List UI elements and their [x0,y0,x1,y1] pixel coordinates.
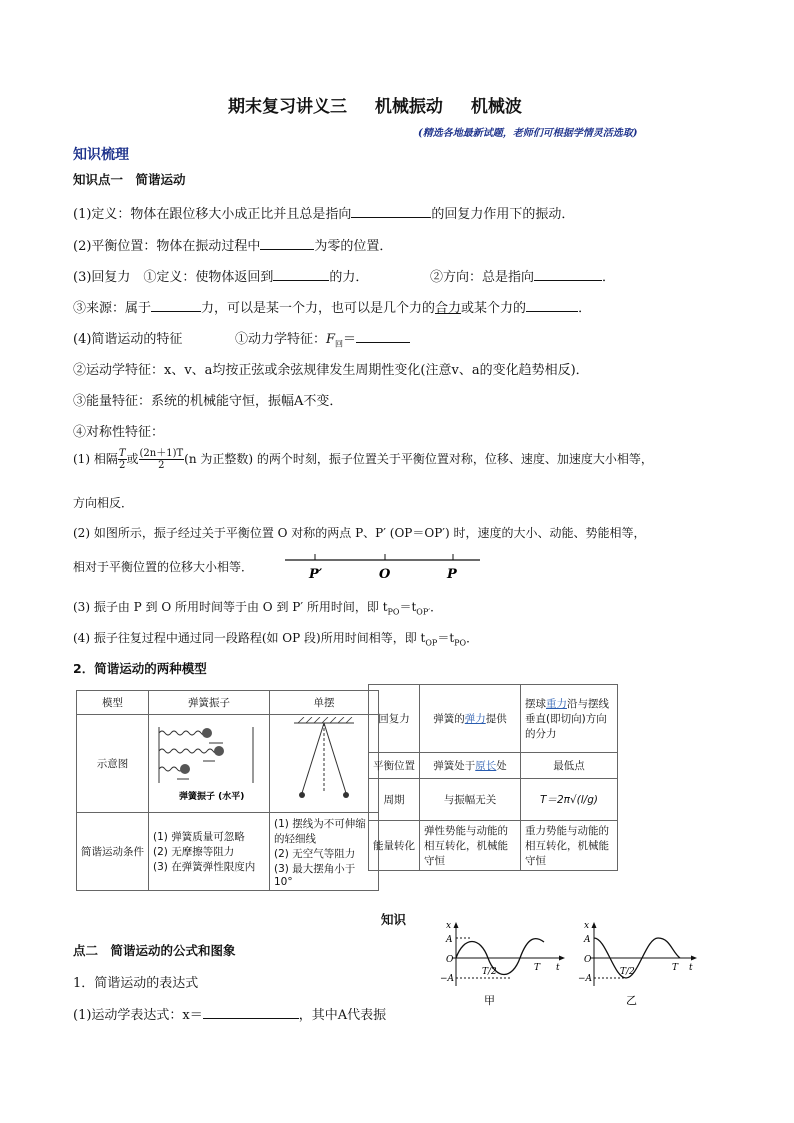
s4-text: (4) 振子往复过程中通过同一段路程(如 OP 段)所用时间相等，即 t [73,631,426,645]
title-topic-2: 机械波 [470,97,522,117]
fraction-denominator: 2 [158,460,165,471]
row-conditions-label: 简谐运动条件 [77,813,149,891]
origin-label: O [446,955,454,965]
definition-line [73,203,574,222]
equilibrium-text: (2)平衡位置：物体在振动过程中 [73,239,261,254]
cell-text: 弹簧的 [433,713,465,725]
models-table [76,690,379,891]
period-label: T [672,963,679,973]
blank [260,237,314,250]
subtitle: (精选各地最新试题，老师们可根据学情灵活选取) [418,128,638,139]
symmetry-item-1-end: 方向相反． [73,496,134,510]
blank [273,268,329,281]
direction-text: ②方向：总是指向 [430,270,535,285]
models-comparison-table [368,684,618,871]
symmetry-item-1 [73,448,653,471]
spring-energy: 弹性势能与动能的相互转化，机械能守恒 [420,821,521,871]
direction-text-end: ． [602,270,616,285]
features-text: (4)简谐运动的特征 [73,332,183,347]
source-text-b: 力，可以是某一个力，也可以是几个力的 [201,301,436,316]
x-axis-label: x [584,921,590,931]
definition-text: (1)定义：物体在跟位移大小成正比并且总是指向 [73,207,352,222]
header-pendulum: 单摆 [270,691,379,715]
source-highlight: 合力 [435,301,462,316]
cell-text: 沿与摆线垂直(即切向)方向的分力 [525,698,609,740]
source-text: ③来源：属于 [73,301,152,316]
neg-amplitude-label: −A [578,974,593,984]
fraction-half-period [118,448,127,471]
cell-text: 提供 [485,713,507,725]
source-text-end: ． [578,301,592,316]
s3-end: ． [430,600,443,614]
symmetry-line-diagram [285,552,480,582]
restoring-force-line [73,266,368,285]
label-restoring-force: 回复力 [369,685,420,753]
title-topic-1: 机械振动 [374,97,443,117]
s3-subscript: OP′ [416,607,431,617]
s4-end: ． [466,631,479,645]
amplitude-label: A [584,935,591,945]
blank [526,299,578,312]
kp2-float-word: 知识 [381,912,407,927]
equals-sign: ＝ [343,332,357,347]
fraction-numerator: T [118,448,126,459]
kp1-heading: 知识点一 简谐运动 [73,172,186,187]
s4-equals: ＝t [437,631,455,645]
kp2-expression-heading: 1．简谐运动的表达式 [73,976,199,991]
pendulum-figure [274,717,374,807]
pendulum-equilibrium: 最低点 [521,753,618,779]
pendulum-conditions-cell [270,813,379,891]
kp2-heading: 点二 简谐运动的公式和图象 [73,943,236,958]
definition-text-end: 的回复力作用下的振动． [431,207,575,222]
origin-label: O [584,955,592,965]
symmetry-line: ④对称性特征： [73,425,165,440]
source-text-c: 或某个力的 [461,301,527,316]
neg-amplitude-label: −A [440,974,455,984]
pendulum-bob [343,792,349,798]
spring-mass-ball [202,728,212,738]
pendulum-energy: 重力势能与动能的相互转化，机械能守恒 [521,821,618,871]
dynamics-line [235,328,410,350]
point-p-prime: P′ [309,567,323,582]
s3-equals: ＝t [399,600,417,614]
kinematics-line: ②运动学特征：x、v、a均按正弦或余弦规律发生周期性变化(注意v、a的变化趋势相反)． [73,363,589,378]
spring-conditions-cell [149,813,270,891]
highlight-text: 弹力 [464,713,486,725]
pendulum-condition: (3) 最大摆角小于 10° [274,862,356,888]
t-axis-label: t [556,963,560,973]
amplitude-label: A [446,935,453,945]
pendulum-diagram-cell [270,715,379,813]
spring-mass-ball [180,764,190,774]
spring-restoring-force [420,685,521,753]
cell-text: 摆球 [525,698,546,710]
cell-text: 处 [496,760,507,772]
spring-oscillator-figure [153,721,265,803]
half-period-label: T/2 [482,967,497,977]
fraction-denominator: 2 [118,460,126,471]
kp2-expression-line [73,1004,386,1023]
fraction-odd-half-period [139,448,185,471]
s3-subscript: PO [387,607,400,617]
models-heading: 2．简谐运动的两种模型 [73,661,207,676]
spring-condition: (1) 弹簧质量可忽略 [153,831,245,843]
graph-caption-yi: 乙 [626,994,637,1007]
half-period-label: T/2 [620,967,635,977]
graph-yi [576,918,708,1013]
restoring-force-text-b: 的力． [329,270,369,285]
equilibrium-line [73,235,392,254]
label-period: 周期 [369,779,420,821]
s3-text: (3) 振子由 P 到 O 所用时间等于由 O 到 P′ 所用时间，即 t [73,600,388,614]
symmetry-item-3 [73,598,442,616]
t-axis-label: t [689,963,693,973]
expression-text: (1)运动学表达式：x＝ [73,1008,203,1023]
pendulum-restoring-force [521,685,618,753]
blank [356,330,410,343]
s1-or: 或 [126,452,139,466]
spring-period: 与振幅无关 [420,779,521,821]
highlight-text: 重力 [546,698,567,710]
x-axis-label: x [446,921,452,931]
point-p: P [447,567,457,582]
equilibrium-text-end: 为零的位置． [314,239,393,254]
s1-text-b: (n 为正整数) 的两个时刻，振子位置关于平衡位置对称，位移、速度、加速度大小相等， [184,452,653,466]
pendulum-period-formula: T＝2π√(l/g) [521,779,618,821]
graph-caption-jia: 甲 [484,994,495,1007]
label-energy: 能量转化 [369,821,420,871]
cell-text: 弹簧处于 [433,760,476,772]
spring-diagram-cell [149,715,270,813]
symmetry-item-2-end: 相对于平衡位置的位移大小相等． [73,560,254,574]
header-model: 模型 [77,691,149,715]
blank [151,299,201,312]
header-spring: 弹簧振子 [149,691,270,715]
symmetry-item-4 [73,629,478,647]
direction-line [430,266,615,285]
spring-condition: (2) 无摩擦等阻力 [153,846,235,858]
s4-subscript: OP [425,638,438,648]
section-heading: 知识梳理 [73,147,129,163]
pendulum-condition: (2) 无空气等阻力 [274,847,356,860]
source-line [73,297,591,316]
spring-caption: 弹簧振子 (水平) [179,792,245,802]
period-label: T [534,963,541,973]
pendulum-bob [299,792,305,798]
restoring-force-text: (3)回复力 ①定义：使物体返回到 [73,270,274,285]
symmetry-item-2: (2) 如图所示，振子经过关于平衡位置 O 对称的两点 P、P′ (OP＝OP′) 时，速度的大小、动能、势能相等， [73,526,646,540]
point-o: O [379,567,391,582]
blank [203,1006,299,1019]
energy-line: ③能量特征：系统的机械能守恒，振幅A不变． [73,394,343,409]
title-main: 期末复习讲义三 [228,97,347,117]
highlight-text: 原长 [475,760,497,772]
page-title [228,92,522,117]
dynamics-text: ①动力学特征： [235,332,327,347]
label-equilibrium: 平衡位置 [369,753,420,779]
expression-text-end: ，其中A代表振 [298,1008,387,1023]
graph-jia [438,918,570,1013]
s4-subscript: PO [454,638,467,648]
features-line [73,328,182,347]
row-diagram-label: 示意图 [77,715,149,813]
spring-equilibrium [420,753,521,779]
spring-condition: (3) 在弹簧弹性限度内 [153,861,256,873]
fraction-numerator: (2n＋1)T [139,448,184,459]
blank [534,268,602,281]
pendulum-condition: (1) 摆线为不可伸缩的轻细线 [274,817,366,845]
force-subscript: 回 [335,339,344,349]
s1-text: (1) 相隔 [73,452,118,466]
sine-curve [456,939,544,975]
blank [351,205,431,218]
spring-mass-ball [214,746,224,756]
force-symbol: F [326,332,336,347]
